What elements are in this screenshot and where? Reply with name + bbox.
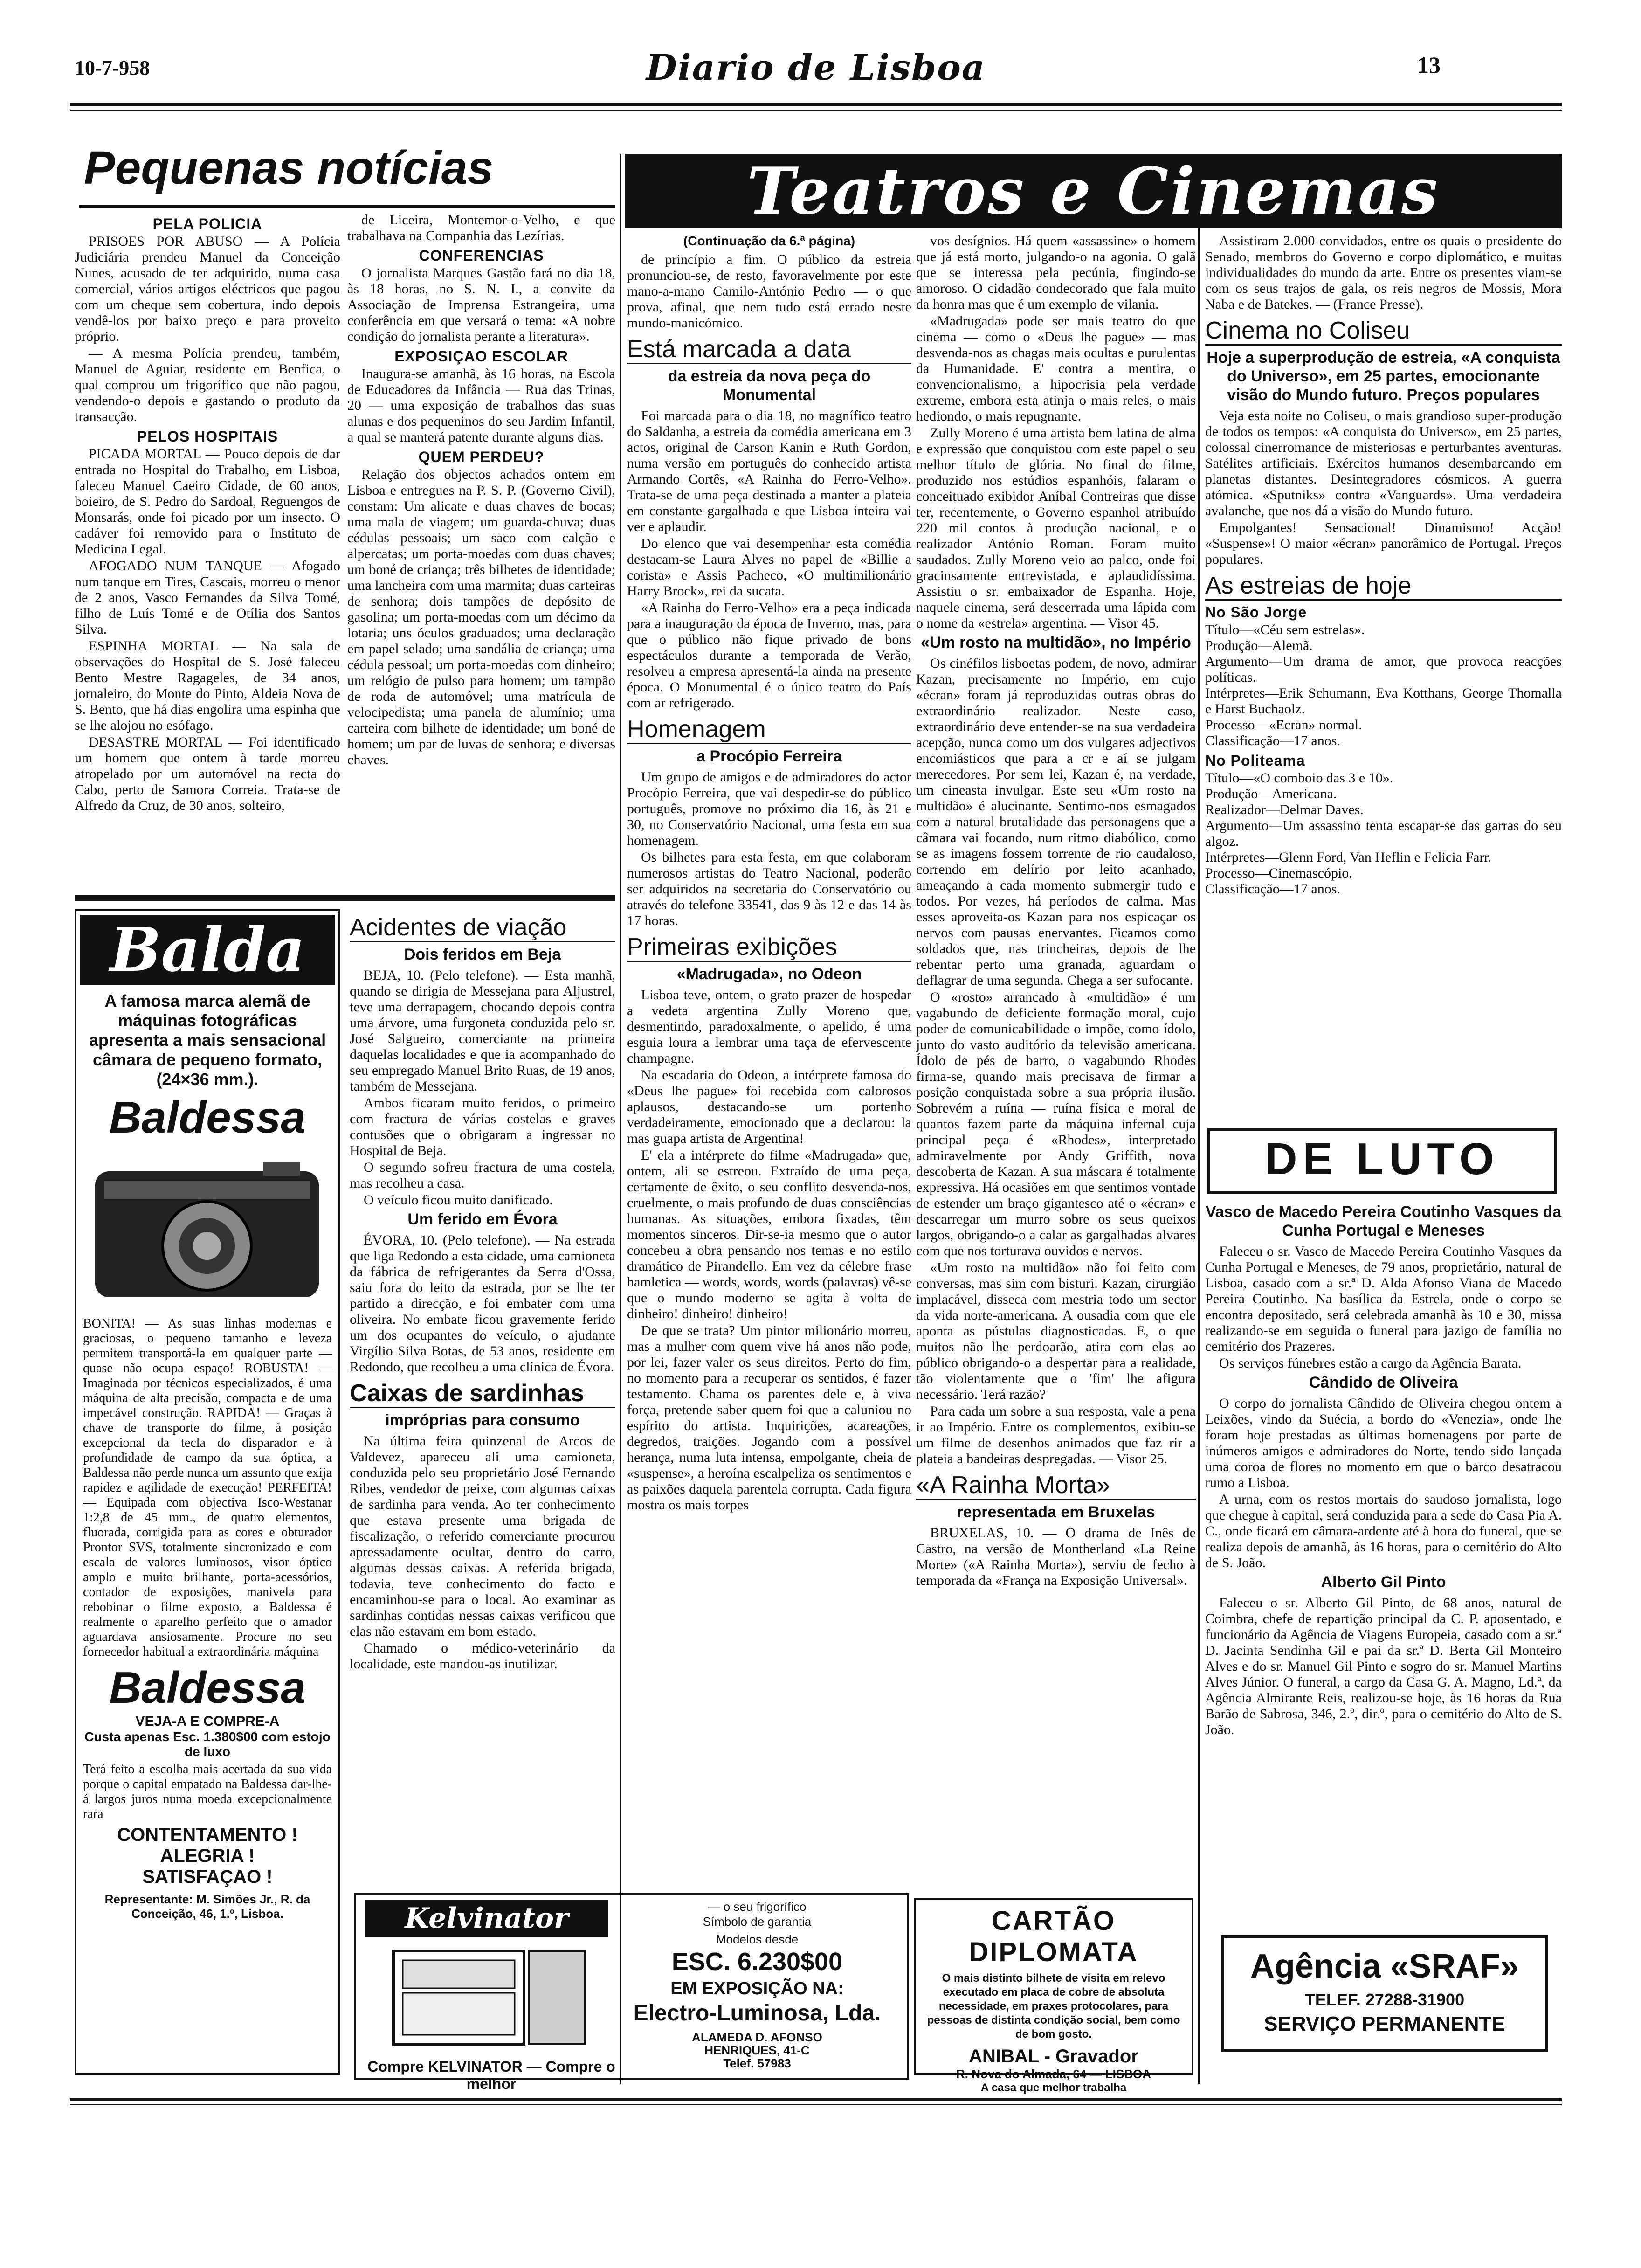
acidentes-beja-text: O veículo ficou muito danificado. bbox=[364, 1192, 553, 1208]
pequenas-title: Pequenas notícias bbox=[84, 142, 494, 194]
balda-price-line: VEJA-A E COMPRE-A bbox=[135, 1714, 280, 1729]
kelvinator-address: ALAMEDA D. AFONSO bbox=[692, 2030, 822, 2044]
page-number: 13 bbox=[1417, 52, 1441, 78]
policia-heading: PELA POLICIA bbox=[152, 215, 262, 232]
hospitais-item: AFOGADO NUM TANQUE — Afogado num tanque em Tires, Cascais, morreu o menor de 2 anos, Vasco Fernandes da Silva Tomé, filho de Luís Tomé e de Otília dos Santos Silva. bbox=[75, 558, 340, 637]
kelvinator-expo: EM EXPOSIÇÃO NA: bbox=[670, 1979, 844, 1998]
page-date: 10-7-958 bbox=[75, 56, 150, 79]
kelvinator-phone: Telef. 57983 bbox=[723, 2056, 791, 2070]
rosto-text: Para cada um sobre a sua resposta, vale a pena ir ao Império. Entre os complementos, exibiu-se um filme de desenhos animados que faz rir a plateia a bandeiras despregadas. — Visor 25. bbox=[916, 1404, 1196, 1466]
balda-body: BONITA! — As suas linhas modernas e graciosas, o pequeno tamanho e leveza permitem transportá-la em qualquer parte — quase não ocupa espaço! ROBUSTA! — Imaginada por técnicos especializados, é uma máquina de alta precisão, compacta e de uma impecável construção. RAPIDA! — Graças à chave de transporte do filme, à posição excepcional da tecla do disparador e à profundidade de campo da sua óptica, a Baldessa não perde nunca um assunto que exija rapidez e agilidade de execução! PERFEITA! — Equipada com objectiva Isco-Westanar 1:2,8 de 45 mm., de quatro elementos, fluorada, corrigida para as cores e obturador Prontor SVS, totalmente sincronizado e com escala de valores luminosos, visor óptico amplo e muito brilhante, porta-acessórios, contador de exposições, manivela para rebobinar o filme exposto, a Baldessa é realmente o aparelho perfeito que o amador aguardava ansiosamente. Procure no seu fornecedor habitual a extraordinária máquina bbox=[83, 1316, 332, 1659]
teatros-banner: Teatros e Cinemas bbox=[625, 154, 1562, 228]
balda-price: Custa apenas Esc. 1.380$00 com estojo de luxo bbox=[84, 1729, 331, 1759]
balda-intro: A famosa marca alemã de máquinas fotográficas apresenta a mais sensacional câmara de pequeno formato, (24×36 mm.). bbox=[89, 991, 326, 1089]
coliseu-heading: Cinema no Coliseu bbox=[1205, 317, 1562, 346]
continuation-note: (Continuação da 6.ª página) bbox=[683, 234, 855, 248]
sao-jorge-item: Classificação—17 anos. bbox=[1205, 733, 1340, 748]
homenagem-text: Os bilhetes para esta festa, em que colaboram numerosos artistas do Teatro Nacional, poderão ser adquiridos na secretaria do Conservatório ou através do telefone 33541, das 9 às 12 e das 14 às 17 horas. bbox=[627, 850, 911, 928]
kelvinator-address-2: HENRIQUES, 41-C bbox=[704, 2043, 810, 2057]
hospitais-item: DESASTRE MORTAL — Foi identificado um homem que ontem à tarde morreu atropelado por um automóvel na recta do Cabo, perto de Samora Correia. Trata-se de Alfredo da Cruz, de 30 anos, solteiro, bbox=[75, 734, 340, 813]
acidentes-evora-heading: Um ferido em Évora bbox=[407, 1210, 558, 1228]
masthead-rule-thin bbox=[70, 110, 1562, 111]
conferencias-heading: CONFERENCIAS bbox=[419, 247, 544, 264]
balda-ad bbox=[75, 909, 340, 2075]
teatros-column-3 bbox=[1205, 233, 1562, 909]
diplomata-text: O mais distinto bilhete de visita em relevo executado em placa de cobre de absoluta necessidade, em praxes protocolares, para pessoas de distinta condição social, bem como de bom gosto. bbox=[927, 1972, 1180, 2040]
luto-heading: Alberto Gil Pinto bbox=[1321, 1573, 1446, 1591]
luto-text: A urna, com os restos mortais do saudoso jornalista, logo que chegue à capital, será conduzida para a sede do Casa Pia A. C., onde ficará em câmara-ardente até à hora do funeral, que se realiza depois de amanhã, às 16 horas, para o cemitério do Alto de S. João. bbox=[1205, 1492, 1562, 1570]
policia-text-2: — A mesma Polícia prendeu, também, Manuel de Aguiar, residente em Benfica, o qual comprou um frigorífico que não pagou, vendendo-o depois e gastando o produto da transacção. bbox=[75, 346, 340, 424]
politeama-item: Classificação—17 anos. bbox=[1205, 881, 1340, 897]
teatros-text: de princípio a fim. O público da estreia pronunciou-se, de resto, favoravelmente por este mano-a-mano Camilo-António Pedro — o que prova, afinal, que nem tudo está errado neste mundo-manicómico. bbox=[627, 252, 911, 331]
refrigerator-illustration bbox=[375, 1946, 599, 2049]
politeama-item: Intérpretes—Glenn Ford, Van Heflin e Felicia Farr. bbox=[1205, 850, 1492, 865]
sraf-ad bbox=[1221, 1935, 1548, 2052]
coliseu-text: Veja esta noite no Coliseu, o mais grandioso super-produção de todos os tempos: «A conquista do Universo», em 25 partes, colossal cinerromance de misteriosas e perturbantes aventuras. Satélites artificiais. Exércitos humanos desembarcando em planetas distantes. Desintegradores cósmicos. A guerra atómica. «Sputniks» contra «Vanguards». Uma verdadeira avalanche, que nos dá a visão do Mundo futuro. bbox=[1205, 408, 1562, 519]
rosto-text: O «rosto» arrancado à «multidão» é um vagabundo de deficiente formação moral, cujo poder de comunicabilidade o impõe, como ídolo, junto do vasto auditório da televisão americana. Ídolo de pés de barro, o vagabundo Rhodes firma-se, quando mais precisava de firmar a posição conquistada sobre a sua própria ilusão. Sobrevém a ruína — ruína física e moral de quantos fazem parte da máquina infernal cuja principal peça é «Rhodes», interpretado admiravelmente por Andy Griffith, nova descoberta de Kazan. A sua máscara é totalmente expressiva. Há ocasiões em que sentimos vontade de estender um braço gigantesco até o «écran» e descarregar um murro sobre os seus queixos largos, obrigando-o a calar as gargalhadas alvares com que nos torturava ouvidos e nervos. bbox=[916, 989, 1196, 1258]
kelvinator-store: Electro-Luminosa, Lda. bbox=[633, 2001, 881, 2026]
politeama-item: Título—«O comboio das 3 e 10». bbox=[1205, 770, 1393, 786]
homenagem-subheading: a Procópio Ferreira bbox=[696, 747, 842, 765]
rosto-text: Os cinéfilos lisboetas podem, de novo, admirar Kazan, precisamente no Império, em cujo «écran» foram já reproduzidas outras obras do extraordinário realizador. Neste caso, extraordinário deve entender-se na sua verdadeira acepção, nunca como um dos vulgares adjectivos encomiásticos que para a cr e aí se julgam merecedores. Por sem lei, Kazan é, na verdade, um cineasta invulgar. Este seu «Um rosto na multidão» é alucinante. Sentimo-nos esmagados com a natural brutalidade das personagens que a câmara vai focando, num ritmo diabólico, como se as imagens fossem torrente de rio caudaloso, correndo em delírio por leito acanhado, ameaçando a cada momento submergir tudo e todos. Por vezes, há períodos de calma. Mas esses aproveita-os Kazan para nos espicaçar os nervos com pausas enervantes. Ficamos como soldados que, nas trincheiras, depois de lhe rebentar perto uma granada, aguardam o deflagrar de uma segunda. Chega a ser sufocante. bbox=[916, 656, 1196, 988]
kelvinator-models: Modelos desde bbox=[716, 1932, 799, 1946]
pequenas-column-2 bbox=[347, 212, 615, 893]
baldessa-model: Baldessa bbox=[109, 1093, 306, 1142]
rainha-subheading: representada em Bruxelas bbox=[957, 1503, 1155, 1521]
hospitais-item: PICADA MORTAL — Pouco depois de dar entrada no Hospital do Trabalho, em Lisboa, faleceu Manuel Caeiro Cidade, de 60 anos, boieiro, de S. Pedro do Sardoal, Reguengos de Monsarás, onde foi picado por um insecto. O cadáver foi removido para o Instituto de Medicina Legal. bbox=[75, 446, 340, 557]
pequenas-column-1 bbox=[75, 212, 340, 893]
perdeu-heading: QUEM PERDEU? bbox=[418, 449, 545, 465]
teatros-text: Zully Moreno é uma artista bem latina de alma e expressão que conquistou com este papel o seu melhor título de glória. No final do filme, produzido nos estúdios espanhóis, falaram o conceituado exibidor Aníbal Contreiras que disse ter, recentemente, o Governo espanhol atribuído 220 mil contos à produção nacional, e o realizador António Roman. Foram muito saudados. Zully Moreno veio ao palco, onde foi gracinsamente entrevistada, e aplaudidíssima. Assistiu o sr. embaixador de Espanha. Hoje, naquele cinema, será descerrada uma lápida com o nome da «estrela» argentina. — Visor 45. bbox=[916, 425, 1196, 631]
footer-rule bbox=[70, 2098, 1562, 2101]
rosto-text: «Um rosto na multidão» não foi feito com conversas, mas sim com bisturi. Kazan, cirurgião implacável, disseca com mestria todo um sector da vida norte-americana. A ousadia com que ele aponta as pústulas diagnosticadas. E, o que muitos não lhe perdoarão, atira com elas ao público obrigando-o a despertar para a realidade, tão violentamente que o 'fim' lhe afigura necessário. Terá razão? bbox=[916, 1260, 1196, 1402]
footer-rule-thin bbox=[70, 2104, 1562, 2105]
acidentes-column bbox=[350, 909, 615, 1888]
balda-slogan-2: ALEGRIA ! bbox=[160, 1846, 255, 1866]
exposicao-text: Inaugura-se amanhã, às 16 horas, na Escola de Educadores da Infância — Rua das Trinas, 20 — uma exposição de trabalhos das suas alunas e dos pequeninos do seu Jardim Infantil, a qual se manterá patente durante alguns dias. bbox=[347, 366, 615, 445]
diplomata-title: CARTÃO DIPLOMATA bbox=[969, 1906, 1138, 1967]
column-divider bbox=[1198, 154, 1200, 2084]
primeiras-subheading: «Madrugada», no Odeon bbox=[676, 965, 862, 983]
diplomata-ad bbox=[914, 1898, 1193, 2094]
luto-column bbox=[1205, 1201, 1562, 1881]
acidentes-beja-text: Ambos ficaram muito feridos, o primeiro com fractura de várias costelas e graves contusões que o obrigaram a ingressar no Hospital de Beja. bbox=[350, 1095, 615, 1158]
diplomata-maker: ANIBAL - Gravador bbox=[969, 2046, 1138, 2067]
sao-jorge-item: Intérpretes—Erik Schumann, Eva Kotthans, George Thomalla e Harst Buchaolz. bbox=[1205, 685, 1562, 717]
acidentes-title: Acidentes de viação bbox=[350, 914, 615, 942]
newspaper-title: Diario de Lisboa bbox=[646, 47, 986, 88]
perdeu-text: Relação dos objectos achados ontem em Lisboa e entregues na P. S. P. (Governo Civil), constam: Um alicate e duas chaves de bocas; uma mala de viagem; um guarda-chuva; duas cédulas pessoais; um saco com calção e alpercatas; um porta-moedas com duas chaves; um boné de criança; três bilhetes de identidade; uma lancheira com uma marmita; duas carteiras de senhora; dois tampões de depósito de gasolina; um porta-moedas com um décimo da lotaria; uns óculos graduados; uma declaração em papel selado; uma sandália de criança; uma cédula pessoal; um porta-moedas com dinheiro; um relógio de pulso para homem; um tampão de roda de automóvel; uma matrícula de velocipedista; uma panela de alumínio; uma carteira com bilhete de identidade; um boné de homem; um par de luvas de senhora; e diversas chaves. bbox=[347, 467, 615, 768]
sao-jorge-item: Produção—Alemã. bbox=[1205, 638, 1313, 653]
acidentes-beja-text: BEJA, 10. (Pelo telefone). — Esta manhã, quando se dirigia de Messejana para Aljustrel, teve uma derrapagem, chocando depois contra uma árvore, uma furgoneta conduzida pelo sr. José Salgueiro, comerciante na primeira daquelas localidades e que ia acompanhado do seu empregado Manuel Brito Ruas, de 19 anos, também de Messejana. bbox=[350, 968, 615, 1094]
sao-jorge-heading: No São Jorge bbox=[1205, 604, 1307, 621]
kelvinator-footer: Compre KELVINATOR — Compre o melhor bbox=[367, 2058, 615, 2092]
politeama-item: Argumento—Um assassino tenta escapar-se das garras do seu algoz. bbox=[1205, 818, 1562, 849]
hospitais-heading: PELOS HOSPITAIS bbox=[137, 428, 278, 445]
balda-credit: Terá feito a escolha mais acertada da sua vida porque o capital empatado na Baldessa dar-lhe-á largos juros numa moeda excepcionalmente rara bbox=[83, 1762, 332, 1821]
rainha-heading: «A Rainha Morta» bbox=[916, 1472, 1196, 1500]
coliseu-lead: Hoje a superprodução de estreia, «A conquista do Universo», em 25 partes, emocionante visão do Mundo futuro. Preços populares bbox=[1207, 349, 1560, 404]
balda-brand: Balda bbox=[80, 915, 335, 985]
section-rule bbox=[79, 205, 615, 208]
rainha-text: BRUXELAS, 10. — O drama de Inês de Castro, na versão de Montherland «La Reine Morte» («A Rainha Morta»), serviu de fecho à temporada da «França na Exposição Universal». bbox=[916, 1525, 1196, 1588]
luto-title: DE LUTO bbox=[1207, 1128, 1557, 1194]
acidentes-beja-heading: Dois feridos em Beja bbox=[404, 946, 561, 963]
kelvinator-ad bbox=[354, 1893, 909, 2092]
camera-illustration bbox=[76, 1143, 338, 1311]
data-text: Do elenco que vai desempenhar esta comédia destacam-se Laura Alves no papel de «Billie a corista» e Assis Pacheco, «O multimilionário Harry Brock», rei da sucata. bbox=[627, 536, 911, 599]
diplomata-address: R. Nova do Almada, 64 — LISBOA bbox=[956, 2067, 1151, 2081]
teatros-column-2 bbox=[916, 233, 1196, 1893]
homenagem-heading: Homenagem bbox=[627, 716, 911, 744]
sraf-title: Agência «SRAF» bbox=[1250, 1948, 1519, 1985]
politeama-item: Realizador—Delmar Daves. bbox=[1205, 802, 1364, 817]
teatros-text: «Madrugada» pode ser mais teatro do que cinema — como o «Deus lhe pague» — mas desvenda-nos as chagas mais ocultas e purulentas da Humanidade. E' contra a mentira, o convencionalismo, a hipocrisia pela verdade extreme, embora esta atinja o mais reles, o mais hediondo, o mais repugnante. bbox=[916, 313, 1196, 424]
acidentes-evora-text: ÉVORA, 10. (Pelo telefone). — Na estrada que liga Redondo a esta cidade, uma camioneta da fábrica de refrigerantes da Serra d'Ossa, saiu fora do leito da estrada, por se lhe ter partido a direcção, e foi embater com uma oliveira. No embate ficou gravemente ferido um dos ocupantes do veículo, o ajudante Virgílio Silva Botas, de 53 anos, residente em Redondo, que recolheu a uma clínica de Évora. bbox=[350, 1232, 615, 1375]
estreias-heading: As estreias de hoje bbox=[1205, 572, 1562, 601]
kelvinator-price: ESC. 6.230$00 bbox=[671, 1948, 843, 1976]
balda-representative: Representante: M. Simões Jr., R. da Conceição, 46, 1.º, Lisboa. bbox=[104, 1892, 310, 1921]
sao-jorge-item: Argumento—Um drama de amor, que provoca reacções políticas. bbox=[1205, 654, 1562, 685]
sao-jorge-item: Título—«Céu sem estrelas». bbox=[1205, 622, 1365, 637]
data-subheading: da estreia da nova peça do Monumental bbox=[668, 367, 871, 404]
primeiras-text: E' ela a intérprete do filme «Madrugada» que, ontem, ali se estreou. Extraído de uma peça, certamente de êxito, o seu conflito desvenda-nos, cruelmente, o mais profundo de duas consciências humanas. As situações, embora fixadas, têm momentos sinceros. Dir-se-ia mesmo que o autor concebeu a obra pensando nos temas e no estilo dramático de Pirandello. Em vez da célebre frase hamletica — words, words, words (palavras) vê-se que o mundo moderno se agita à volta de dinheiro! dinheiro! dinheiro! bbox=[627, 1148, 911, 1321]
data-text: Foi marcada para o dia 18, no magnífico teatro do Saldanha, a estreia da comédia americana em 3 actos, original de Carson Kanin e Ruth Gordon, numa versão em português do conhecido artista Armando Cortês, «A Rainha do Ferro-Velho». Trata-se de uma peça destinada a manter a plateia em constante gargalhada e que Lisboa inteira vai ver e aplaudir. bbox=[627, 408, 911, 534]
luto-heading: Cândido de Oliveira bbox=[1309, 1374, 1458, 1391]
sraf-phone: TELEF. 27288-31900 bbox=[1304, 1990, 1465, 2009]
sardinhas-subtitle: impróprias para consumo bbox=[385, 1411, 580, 1429]
politeama-heading: No Politeama bbox=[1205, 752, 1305, 769]
data-heading: Está marcada a data bbox=[627, 336, 911, 364]
teatros-column-1 bbox=[627, 233, 911, 1884]
sardinhas-text: Chamado o médico-veterinário da localidade, este mandou-as inutilizar. bbox=[350, 1640, 615, 1672]
data-text: «A Rainha do Ferro-Velho» era a peça indicada para a inauguração da época de Inverno, mas, para que o público não fique privado de bons espectáculos durante a temporada de Verão, resolveu a empresa apresentá-la ainda na presente época. O Monumental é o único teatro do País com ar refrigerado. bbox=[627, 600, 911, 711]
politeama-item: Processo—Cinemascópio. bbox=[1205, 865, 1352, 881]
luto-text: Os serviços fúnebres estão a cargo da Agência Barata. bbox=[1219, 1355, 1522, 1371]
acidentes-beja-text: O segundo sofreu fractura de uma costela, mas recolheu a casa. bbox=[350, 1160, 615, 1191]
column-divider bbox=[620, 154, 621, 2084]
exposicao-heading: EXPOSIÇAO ESCOLAR bbox=[394, 348, 568, 365]
kelvinator-tagline: — o seu frigorífico bbox=[708, 1900, 807, 1914]
conferencias-text: O jornalista Marques Gastão fará no dia 18, às 18 horas, no S. N. I., a convite da Associação de Imprensa Estrangeira, uma conferência em que versará o tema: «A nobre condição do jornalista perante a literatura». bbox=[347, 265, 615, 344]
politeama-item: Produção—Americana. bbox=[1205, 786, 1337, 802]
diplomata-tagline: A casa que melhor trabalha bbox=[980, 2081, 1127, 2094]
luto-text: O corpo do jornalista Cândido de Oliveira chegou ontem a Leixões, vindo da Suécia, a bordo do «Venezia», onde lhe foram hoje prestadas as últimas homenagens por parte de inúmeros amigos e admiradores do Norte, tendo sido lançada uma coroa de flores no momento em que o barco desatracou rumo a Lisboa. bbox=[1205, 1396, 1562, 1490]
teatros-text: Assistiram 2.000 convidados, entre os quais o presidente do Senado, membros do Governo e corpo diplomático, e muitas individualidades do mundo da arte. Entre os presentes viam-se com os seus trajos de gala, os reis negros de Mossis, Mora Naba e de Batekes. — (France Presse). bbox=[1205, 233, 1562, 312]
continuation-text: de Liceira, Montemor-o-Velho, e que trabalhava na Companhia das Lezírias. bbox=[347, 212, 615, 243]
sardinhas-text: Na última feira quinzenal de Arcos de Valdevez, apareceu ali uma camioneta, conduzida pelo seu proprietário José Fernando Ribes, vendedor de peixe, com algumas caixas de sardinha para venda. Ao ter conhecimento que estava presente uma brigada de fiscalização, o referido comerciante procurou apressadamente ocultar, dentro do carro, algumas dessas caixas. A referida brigada, todavia, teve conhecimento do facto e encaminhou-se para o local. Ao examinar as sardinhas contidas nessas caixas verificou que elas não estavam em bom estado. bbox=[350, 1433, 615, 1639]
sao-jorge-item: Processo—«Ecran» normal. bbox=[1205, 717, 1362, 733]
primeiras-heading: Primeiras exibições bbox=[627, 933, 911, 962]
primeiras-text: De que se trata? Um pintor milionário morreu, mas a mulher com quem vive há anos não pode, por lei, fazer valer os seus direitos. Perto do fim, no momento para a recuperar os sentidos, é fazer testamento. Chama os parentes dele e, à viva força, pretende saber quem foi que a caluniou no espírito do artista. Inquirições, acareações, degredos, traições. Jogando com a possível herança, numa luta intensa, empolgante, cheia de «suspense», a heroína escalpeliza os sentimentos e as paixões daquela parentela corrupta. Cada figura mostra os mais torpes bbox=[627, 1323, 911, 1513]
hospitais-item: ESPINHA MORTAL — Na sala de observações do Hospital de S. José faleceu Bento Mestre Ragageles, de 34 anos, jornaleiro, do Monte do Pinto, Aldeia Nova de S. Bento, que há dias engolira uma espinha que se lhe alojou no esófago. bbox=[75, 638, 340, 733]
primeiras-text: Lisboa teve, ontem, o grato prazer de hospedar a vedeta argentina Zully Moreno que, desmentindo, paradoxalmente, o apelido, é uma esguia loura a lembrar uma taça de efervescente champagne. bbox=[627, 987, 911, 1066]
primeiras-text: Na escadaria do Odeon, a intérprete famosa do «Deus lhe pague» foi recebida com calorosos aplausos, destacando-se um portenho verdadeiramente, emocionado que a declarou: la mas guapa artista de Argentina! bbox=[627, 1067, 911, 1146]
policia-text: PRISOES POR ABUSO — A Polícia Judiciária prendeu Manuel da Conceição Nunes, acusado de ter adquirido, numa casa comercial, vários artigos eléctricos que pagou com um cheque sem cobertura, indo depois vendê-los por baixo preço e para proveito próprio. bbox=[75, 234, 340, 344]
teatros-text: vos desígnios. Há quem «assassine» o homem que já está morto, julgando-o na agonia. O galã que se interessa pela pecúnia, fingindo-se amoroso. O cidadão condecorado que fala muito da honra mas que é um exemplo de vilania. bbox=[916, 233, 1196, 312]
baldessa-model-2: Baldessa bbox=[109, 1663, 306, 1713]
hatched-rule bbox=[75, 895, 615, 901]
homenagem-text: Um grupo de amigos e de admiradores do actor Procópio Ferreira, que vai despedir-se do público português, promove no próximo dia 16, às 21 e 30, no Conservatório Nacional, uma festa em sua homenagem. bbox=[627, 769, 911, 848]
rosto-heading: «Um rosto na multidão», no Império bbox=[921, 634, 1191, 651]
kelvinator-brand: Kelvinator bbox=[365, 1900, 608, 1937]
kelvinator-tagline-2: Símbolo de garantia bbox=[703, 1915, 812, 1929]
balda-slogan-1: CONTENTAMENTO ! bbox=[117, 1825, 298, 1845]
balda-slogan-3: SATISFAÇAO ! bbox=[142, 1867, 273, 1887]
sardinhas-title: Caixas de sardinhas bbox=[350, 1380, 615, 1408]
sraf-service: SERVIÇO PERMANENTE bbox=[1264, 2012, 1505, 2035]
masthead-rule bbox=[70, 103, 1562, 106]
luto-text: Faleceu o sr. Vasco de Macedo Pereira Coutinho Vasques da Cunha Portugal e Meneses, de 79 anos, proprietário, natural de Lisboa, casado com a sr.ª D. Alda Afonso Viana de Macedo Pereira Coutinho. Na basílica da Estrela, onde o corpo se encontra depositado, será celebrada amanhã às 10 e 30, missa realizando-se em seguida o funeral para jazigo de família no cemitério dos Prazeres. bbox=[1205, 1244, 1562, 1354]
coliseu-text: Empolgantes! Sensacional! Dinamismo! Acção! «Suspense»! O maior «écran» panorâmico de Portugal. Preços populares. bbox=[1205, 520, 1562, 567]
luto-heading: Vasco de Macedo Pereira Coutinho Vasques da Cunha Portugal e Meneses bbox=[1205, 1203, 1562, 1239]
luto-text: Faleceu o sr. Alberto Gil Pinto, de 68 anos, natural de Coimbra, chefe de repartição principal da C. P. aposentado, e funcionário da Agência de Viagens Europeia, casado com a sr.ª D. Jacinta Sendinha Gil e pai da sr.ª D. Berta Gil Monteiro Alves e do sr. Manuel Gil Pinto e sogro do sr. Manuel Martins Alves Júnior. O funeral, a cargo da Casa G. A. Magno, Ld.ª, da Agência Almirante Reis, realizou-se hoje, às 16 horas da Rua Barão de Sabrosa, 346, 2.º, dir.º, para o cemitério do Alto de S. João. bbox=[1205, 1595, 1562, 1737]
